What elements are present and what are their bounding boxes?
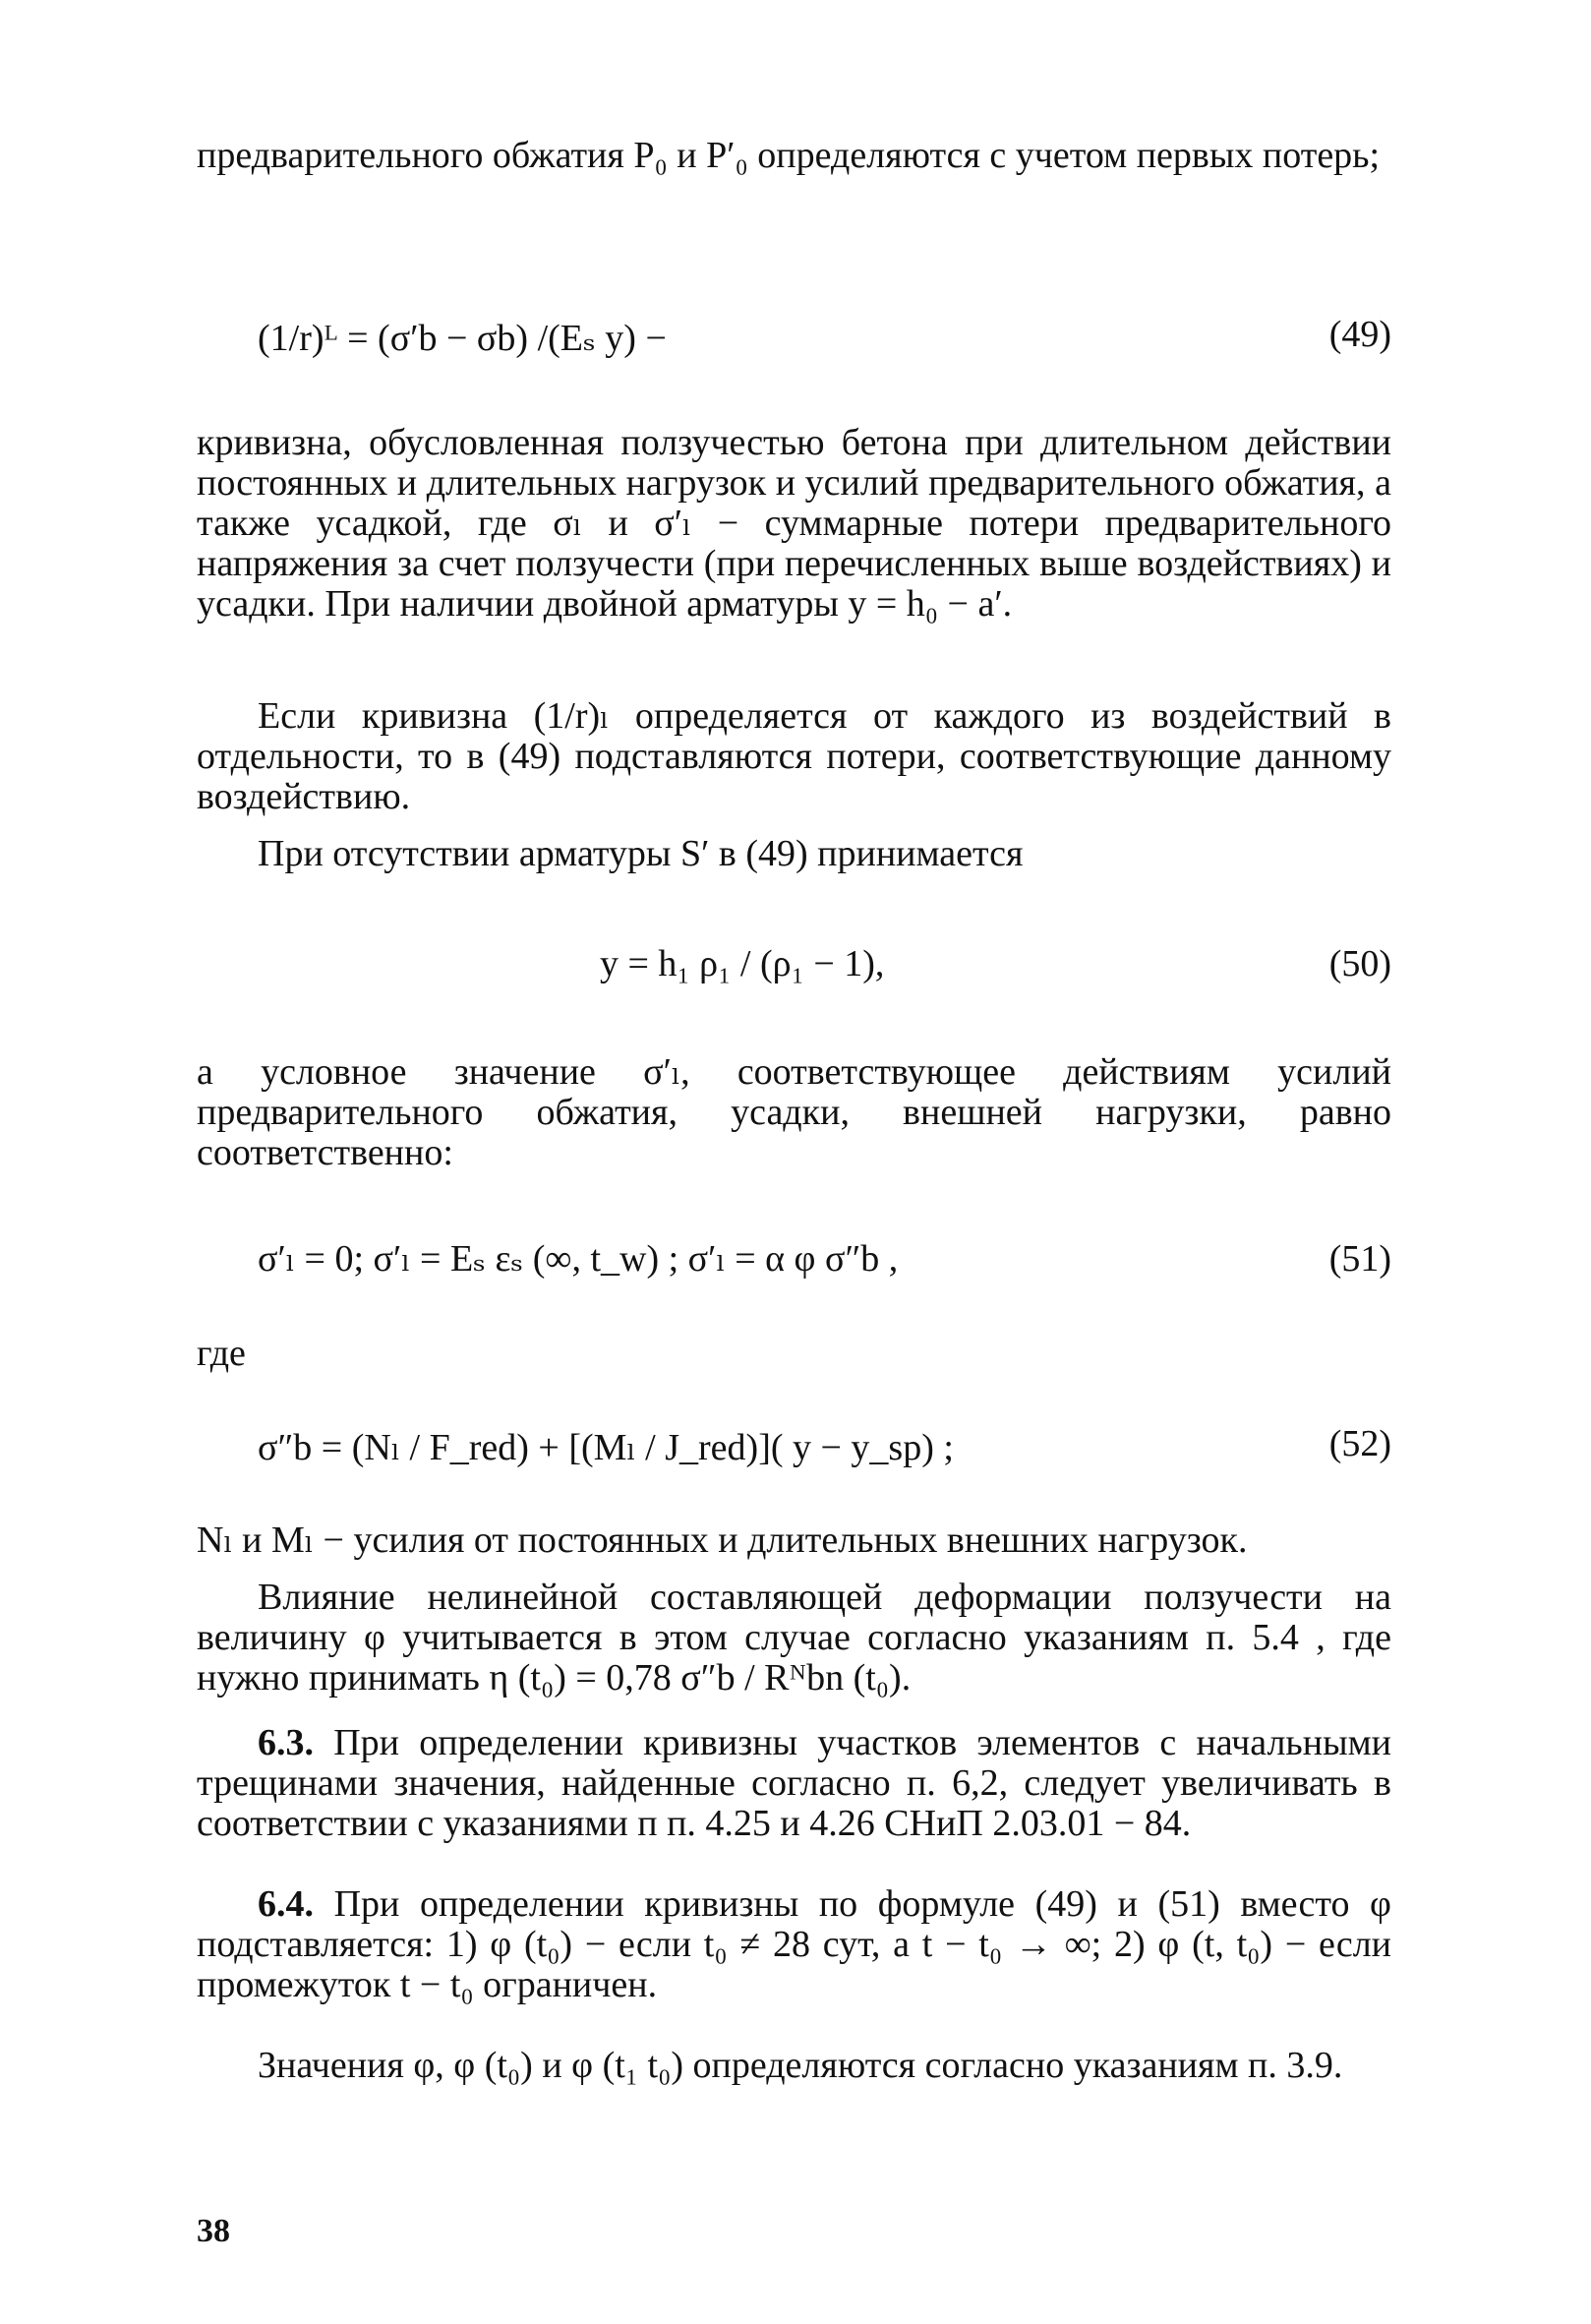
section-6-4-text: При определении кривизны по формуле (49) и (51) вместо φ подставляется: 1) φ (t₀) − если t₀ ≠ 28 сут, а t − t₀ → ∞; 2) φ (t, t₀) − если промежуток t − t₀ ограничен.: [197, 1883, 1391, 2005]
forces-paragraph: [197, 1520, 1391, 1561]
conditional-paragraph: [197, 1052, 1391, 1173]
curvature-paragraph: [197, 423, 1391, 625]
forces-text: Nₗ и Mₗ − усилия от постоянных и длительных внешних нагрузок.: [197, 1520, 1248, 1561]
section-6-4: [197, 1884, 1391, 2005]
values-paragraph: [197, 2046, 1391, 2086]
absence-paragraph: [197, 834, 1391, 874]
section-6-4-number: 6.4.: [258, 1883, 314, 1925]
equation-51: σ′ₗ = 0; σ′ₗ = Eₛ εₛ (∞, t_w) ; σ′ₗ = α φ σ″b ,: [258, 1238, 899, 1280]
curvature-text: кривизна, обусловленная ползучестью бетона при длительном действии постоянных и длительных нагрузок и усилий предварительного обжатия, а также усадкой, где σₗ и σ′ₗ − суммарные потери предварительного напряжения за счет ползучести (при перечисленных выше воздействиях) и усадки. При наличии двойной арматуры y = h₀ − a′.: [197, 422, 1391, 625]
absence-text: При отсутствии арматуры S′ в (49) принимается: [258, 833, 1024, 874]
equation-52: σ″b = (Nₗ / F_red) + [(Mₗ / J_red)]( y − y_sp) ;: [258, 1427, 954, 1468]
conditional-text: а условное значение σ′ₗ, соответствующее действиям усилий предварительного обжатия, усадки, внешней нагрузки, равно соответственно:: [197, 1051, 1391, 1173]
values-text: Значения φ, φ (t₀) и φ (t₁ t₀) определяются согласно указаниям п. 3.9.: [258, 2045, 1343, 2086]
section-6-3-text: При определении кривизны участков элементов с начальными трещинами значения, найденные согласно п. 6,2, следует увеличивать в соответствии с указаниями п п. 4.25 и 4.26 СНиП 2.03.01 − 84.: [197, 1722, 1391, 1844]
equation-51-number: (51): [1328, 1238, 1391, 1280]
section-6-3: [197, 1723, 1391, 1844]
separate-effects-text: Если кривизна (1/r)ₗ определяется от каждого из воздействий в отдельности, то в (49) подставляются потери, соответствующие данному воздействию.: [197, 695, 1391, 817]
intro-paragraph: [197, 136, 1391, 176]
equation-50: y = h₁ ρ₁ / (ρ₁ − 1),: [600, 943, 885, 984]
equation-49: (1/r)ᴸ = (σ′b − σb) /(Eₛ y) −: [258, 318, 667, 359]
equation-49-number: (49): [1328, 314, 1391, 355]
where-label: где: [197, 1333, 246, 1374]
page-number: 38: [197, 2213, 230, 2249]
intro-text: предварительного обжатия P₀ и P′₀ определяются с учетом первых потерь;: [197, 135, 1381, 176]
nonlinear-paragraph: [197, 1578, 1391, 1698]
equation-52-number: (52): [1328, 1423, 1391, 1464]
nonlinear-text: Влияние нелинейной составляющей деформации ползучести на величину φ учитывается в этом случае согласно указаниям п. 5.4 , где нужно принимать η (t₀) = 0,78 σ″b / Rᴺbn (t₀).: [197, 1577, 1391, 1698]
section-6-3-number: 6.3.: [258, 1722, 314, 1763]
equation-50-number: (50): [1328, 943, 1391, 984]
separate-effects-paragraph: [197, 696, 1391, 817]
